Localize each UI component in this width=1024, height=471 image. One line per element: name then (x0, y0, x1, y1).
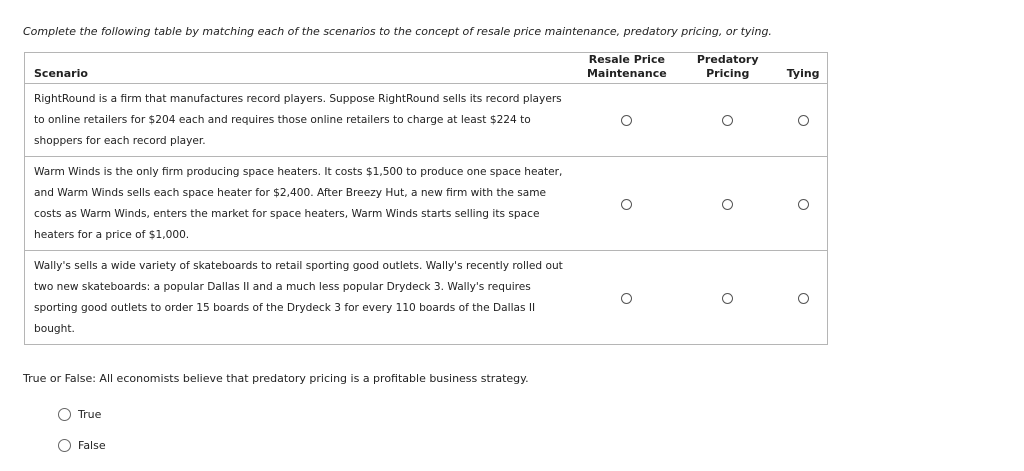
instructions: Complete the following table by matching each of the scenarios to the concept of resale price maintenance, predatory pricing, or tying. (23, 25, 772, 38)
radio-warm-winds-predatory-pricing[interactable] (722, 199, 733, 210)
scenario-line: RightRound is a firm that manufactures record players. Suppose RightRound sells its record players (34, 93, 562, 105)
scenario-line: heaters for a price of $1,000. (34, 229, 190, 241)
header-tying: Tying (786, 67, 820, 80)
radio-rightround-predatory-pricing[interactable] (722, 115, 733, 126)
header-rpm-line2: Maintenance (586, 67, 667, 80)
radio-rightround-resale-price-maintenance[interactable] (621, 115, 632, 126)
option-true-label: True (78, 408, 102, 421)
scenario-line: two new skateboards: a popular Dallas II and a much less popular Drydeck 3. Wally's requires (34, 281, 531, 293)
scenario-line: costs as Warm Winds, enters the market for space heaters, Warm Winds starts selling its space (34, 208, 540, 220)
radio-warm-winds-tying[interactable] (798, 199, 809, 210)
scenario-line: shoppers for each record player. (34, 135, 206, 147)
header-pp-line2: Pricing (706, 67, 750, 80)
scenario-line: and Warm Winds sells each space heater for $2,400. After Breezy Hut, a new firm with the same (34, 187, 547, 199)
radio-warm-winds-resale-price-maintenance[interactable] (621, 199, 632, 210)
header-pp-line1: Predatory (696, 53, 759, 66)
header-rpm-line1: Resale Price (588, 53, 665, 66)
table-header-row (25, 53, 828, 84)
radio-rightround-tying[interactable] (798, 115, 809, 126)
header-resale-price-maintenance (578, 53, 677, 84)
option-false[interactable] (58, 439, 106, 452)
table-row (25, 157, 828, 251)
true-false-question: True or False: All economists believe that predatory pricing is a profitable business strategy. (23, 372, 529, 385)
option-true[interactable] (58, 408, 101, 421)
header-scenario: Scenario (34, 67, 88, 80)
radio-wallys-predatory-pricing[interactable] (722, 293, 733, 304)
scenario-line: to online retailers for $204 each and requires those online retailers to charge at least $224 to (34, 114, 531, 126)
radio-wallys-resale-price-maintenance[interactable] (621, 293, 632, 304)
scenario-text-warm-winds (25, 157, 578, 251)
table-row (25, 84, 828, 157)
scenario-text-rightround (25, 84, 578, 157)
radio-false[interactable] (58, 439, 71, 452)
radio-wallys-tying[interactable] (798, 293, 809, 304)
matching-table (24, 52, 828, 345)
scenario-line: Wally's sells a wide variety of skateboards to retail sporting good outlets. Wally's recently rolled out (34, 260, 563, 272)
header-predatory-pricing (676, 53, 779, 84)
scenario-text-wallys (25, 251, 578, 345)
scenario-line: sporting good outlets to order 15 boards of the Drydeck 3 for every 110 boards of the Dallas II (34, 302, 536, 314)
table-row (25, 251, 828, 345)
option-false-label: False (78, 439, 106, 452)
scenario-line: bought. (34, 323, 75, 335)
radio-true[interactable] (58, 408, 71, 421)
scenario-line: Warm Winds is the only firm producing space heaters. It costs $1,500 to produce one space heater, (34, 166, 563, 178)
